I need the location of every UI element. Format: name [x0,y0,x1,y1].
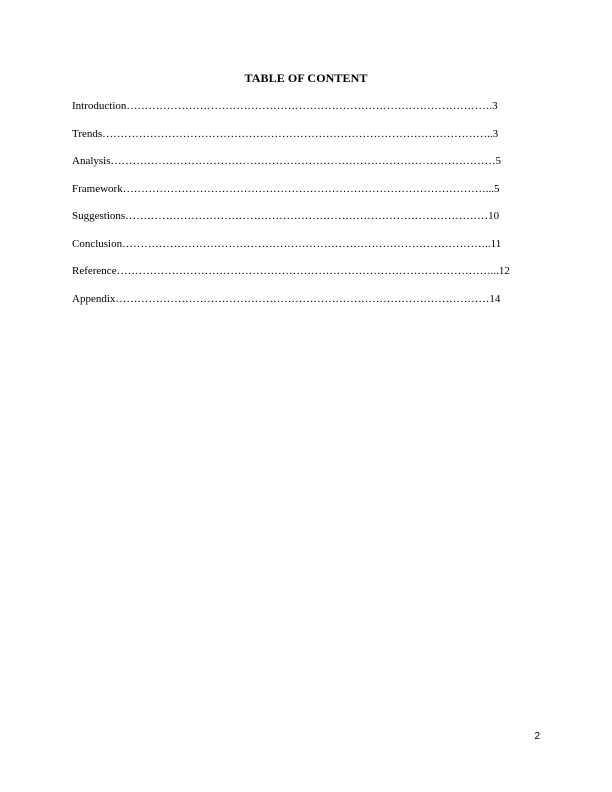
toc-entry-text: Framework………………………………………………………………………………………...5 [72,182,500,195]
toc-entry-text: Trends……………………………………………………………………………………………..3 [72,127,499,140]
toc-entry-framework [72,182,542,210]
toc-entry-appendix [72,292,542,320]
toc-entry-trends [72,127,542,155]
toc-entry-analysis [72,154,542,182]
toc-entry-suggestions [72,209,542,237]
toc-list [72,99,542,319]
toc-entry-reference [72,264,542,292]
toc-entry-text: Conclusion………………………………………………………………………………………..11 [72,237,502,250]
toc-heading: TABLE OF CONTENT [244,71,368,85]
page-number: 2 [534,731,540,742]
toc-entry-introduction [72,99,542,127]
toc-entry-text: Introduction……………………………………………………………………………………….3 [72,100,498,112]
toc-entry-text: Reference…………………………………………………………………………………………...12 [72,265,510,277]
toc-entry-conclusion [72,237,542,265]
toc-entry-text: Analysis……………………………………………………………………………………………5 [72,155,501,167]
toc-entry-text: Suggestions………………………………………………………………………………………10 [72,210,500,222]
toc-entry-text: Appendix…………………………………………………………………………………………14 [72,292,501,305]
